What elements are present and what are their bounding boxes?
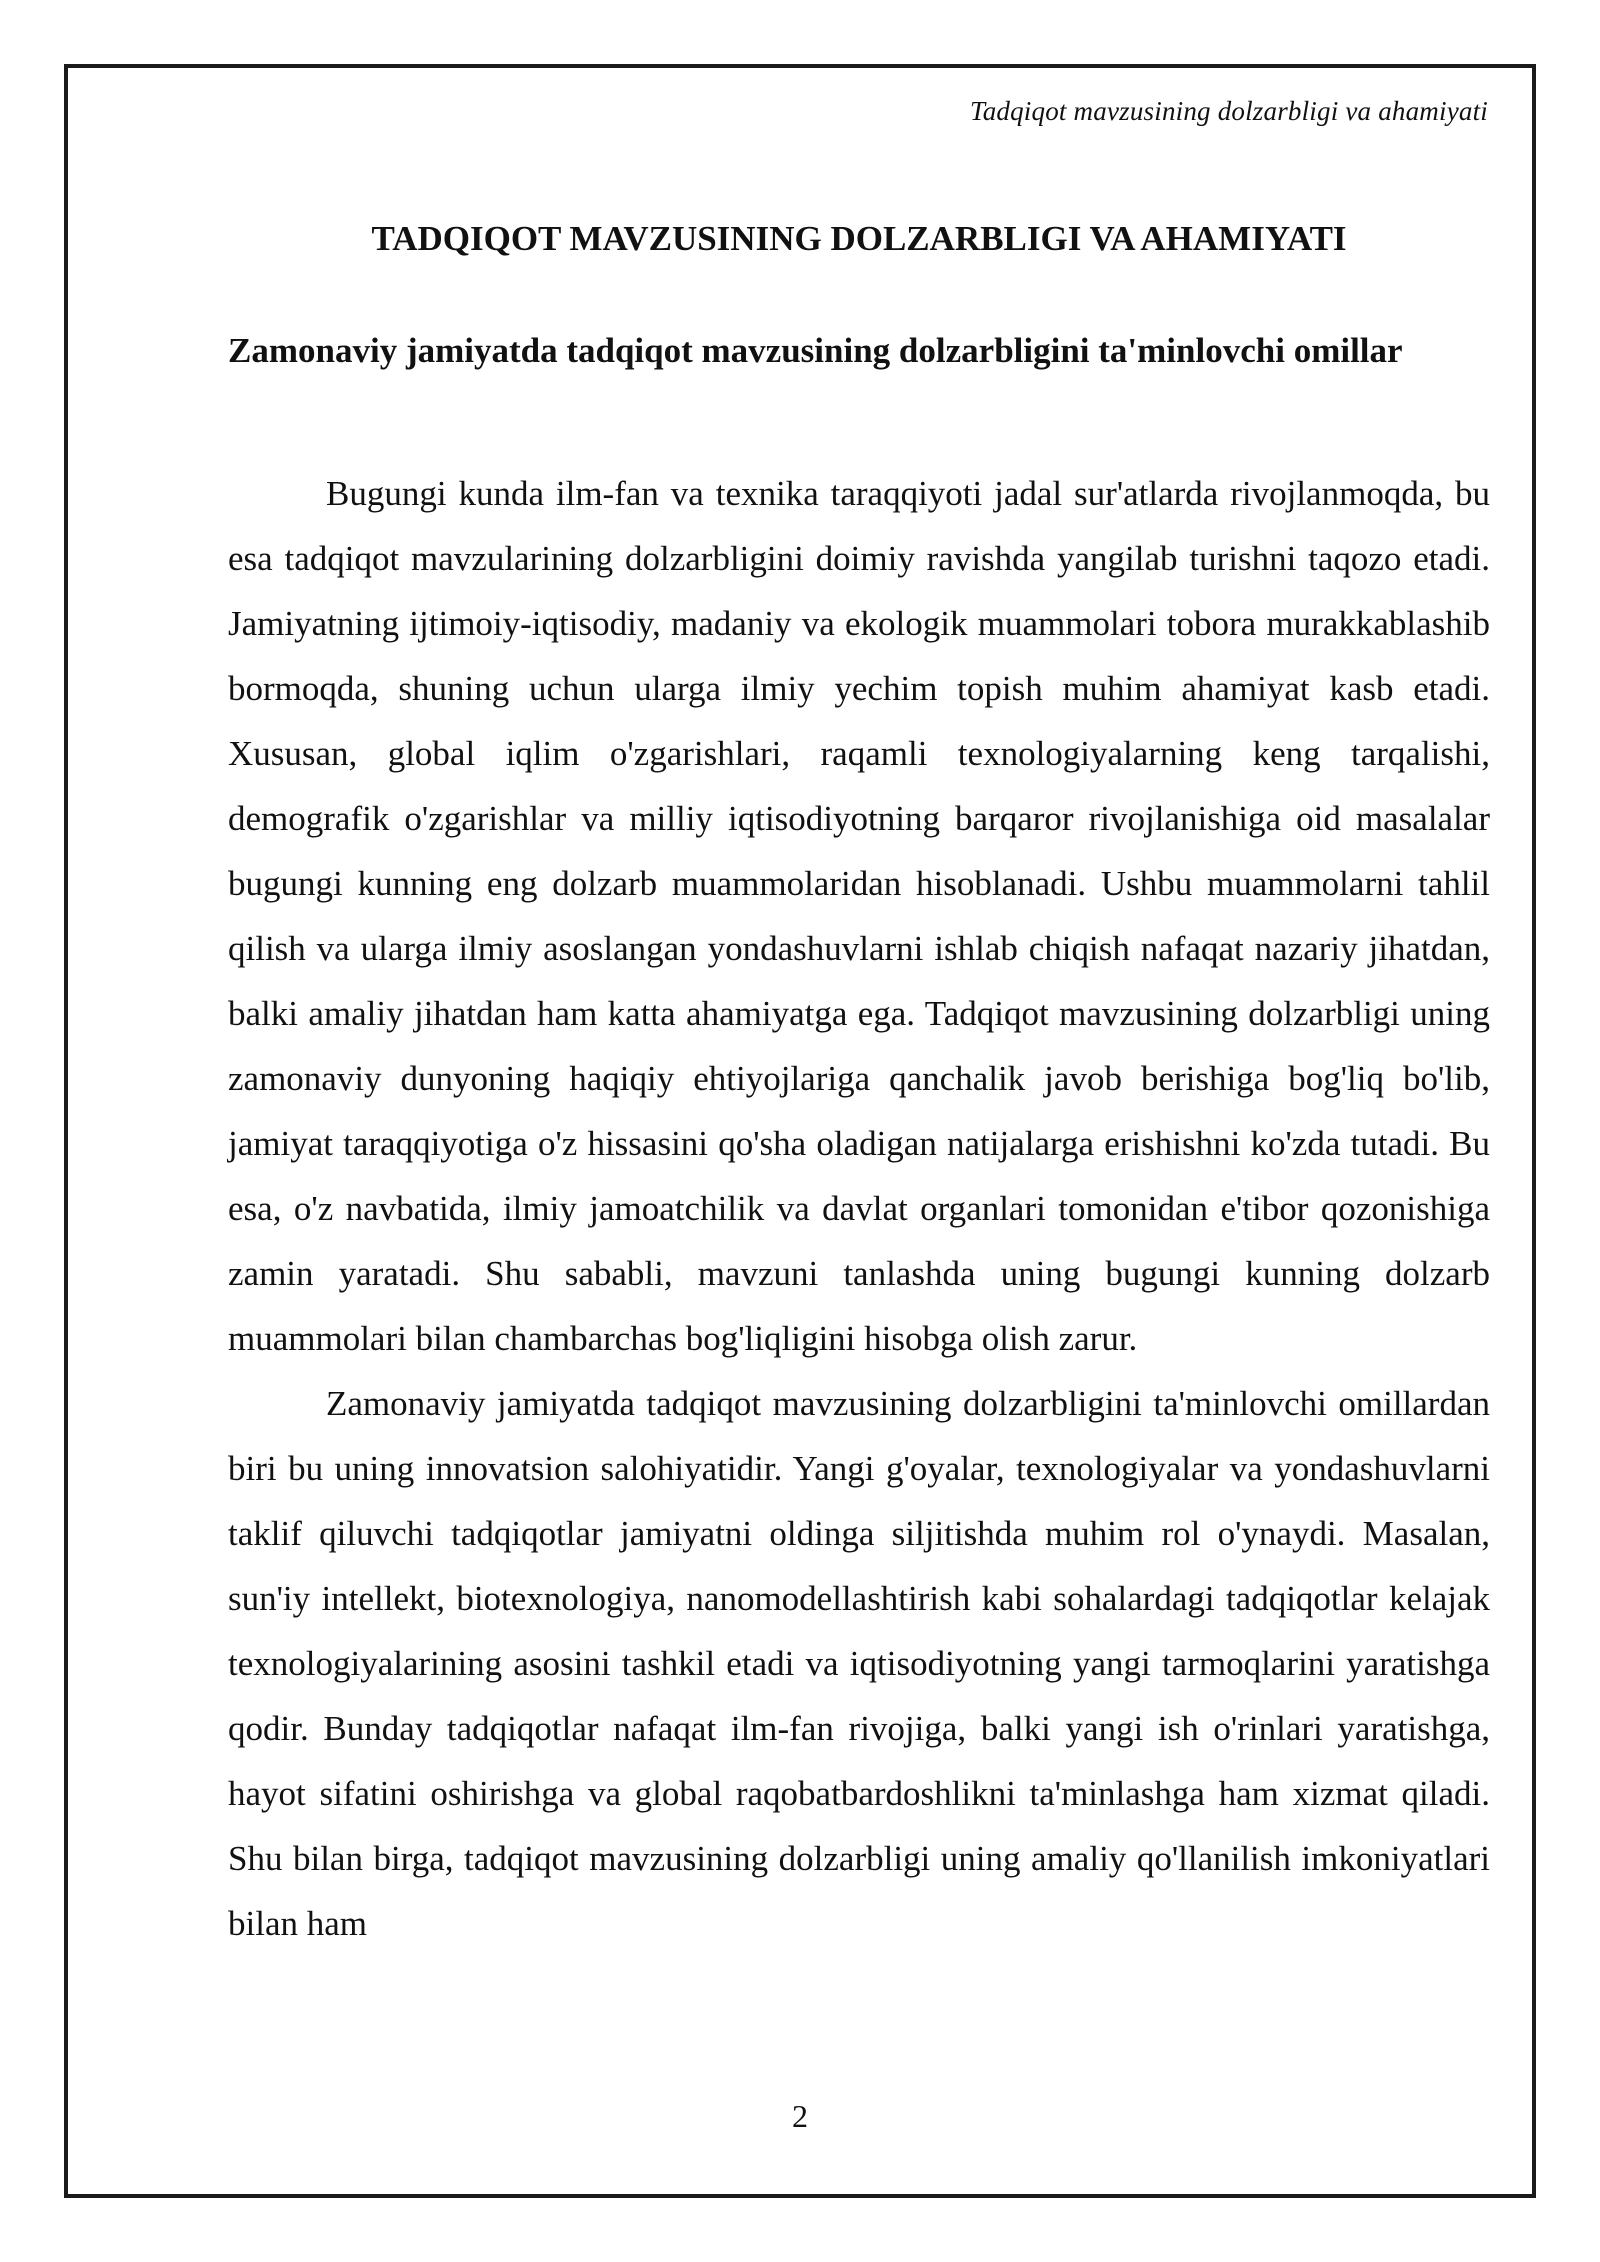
- paragraph-2: Zamonaviy jamiyatda tadqiqot mavzusining dolzarbligini ta'minlovchi omillardan biri bu uning innovatsion salohiyatidir. Yangi g'oyalar, texnologiyalar va yondashuvlarni taklif qiluvchi tadqiqotlar jamiyatni oldinga siljitishda muhim rol o'ynaydi. Masalan, sun'iy intellekt, biotexnologiya, nanomodellashtirish kabi sohalardagi tadqiqotlar kelajak texnologiyalarining asosini tashkil etadi va iqtisodiyotning yangi tarmoqlarini yaratishga qodir. Bunday tadqiqotlar nafaqat ilm-fan rivojiga, balki yangi ish o'rinlari yaratishga, hayot sifatini oshirishga va global raqobatbardoshlikni ta'minlashga ham xizmat qiladi. Shu bilan birga, tadqiqot mavzusining dolzarbligi uning amaliy qo'llanilish imkoniyatlari bilan ham: [228, 1384, 1490, 1943]
- section-heading: Zamonaviy jamiyatda tadqiqot mavzusining dolzarbligini ta'minlovchi omillar: [228, 331, 1403, 370]
- document-title: TADQIQOT MAVZUSINING DOLZARBLIGI VA AHAMIYATI: [371, 219, 1347, 258]
- paragraph-1: Bugungi kunda ilm-fan va texnika taraqqiyoti jadal sur'atlarda rivojlanmoqda, bu esa tadqiqot mavzularining dolzarbligini doimiy ravishda yangilab turishni taqozo etadi. Jamiyatning ijtimoiy-iqtisodiy, madaniy va ekologik muammolari tobora murakkablashib bormoqda, shuning uchun ularga ilmiy yechim topish muhim ahamiyat kasb etadi. Xususan, global iqlim o'zgarishlari, raqamli texnologiyalarning keng tarqalishi, demografik o'zgarishlar va milliy iqtisodiyotning barqaror rivojlanishiga oid masalalar bugungi kunning eng dolzarb muammolaridan hisoblanadi. Ushbu muammolarni tahlil qilish va ularga ilmiy asoslangan yondashuvlarni ishlab chiqish nafaqat nazariy jihatdan, balki amaliy jihatdan ham katta ahamiyatga ega. Tadqiqot mavzusining dolzarbligi uning zamonaviy dunyoning haqiqiy ehtiyojlariga qanchalik javob berishiga bog'liq bo'lib, jamiyat taraqqiyotiga o'z hissasini qo'sha oladigan natijalarga erishishni ko'zda tutadi. Bu esa, o'z navbatida, ilmiy jamoatchilik va davlat organlari tomonidan e'tibor qozonishiga zamin yaratadi. Shu sababli, mavzuni tanlashda uning bugungi kunning dolzarb muammolari bilan chambarchas bog'liqligini hisobga olish zarur.: [228, 474, 1490, 1358]
- body-text: [228, 461, 1490, 1956]
- running-header: Tadqiqot mavzusining dolzarbligi va ahamiyati: [969, 96, 1488, 126]
- page-number: 2: [792, 2098, 808, 2134]
